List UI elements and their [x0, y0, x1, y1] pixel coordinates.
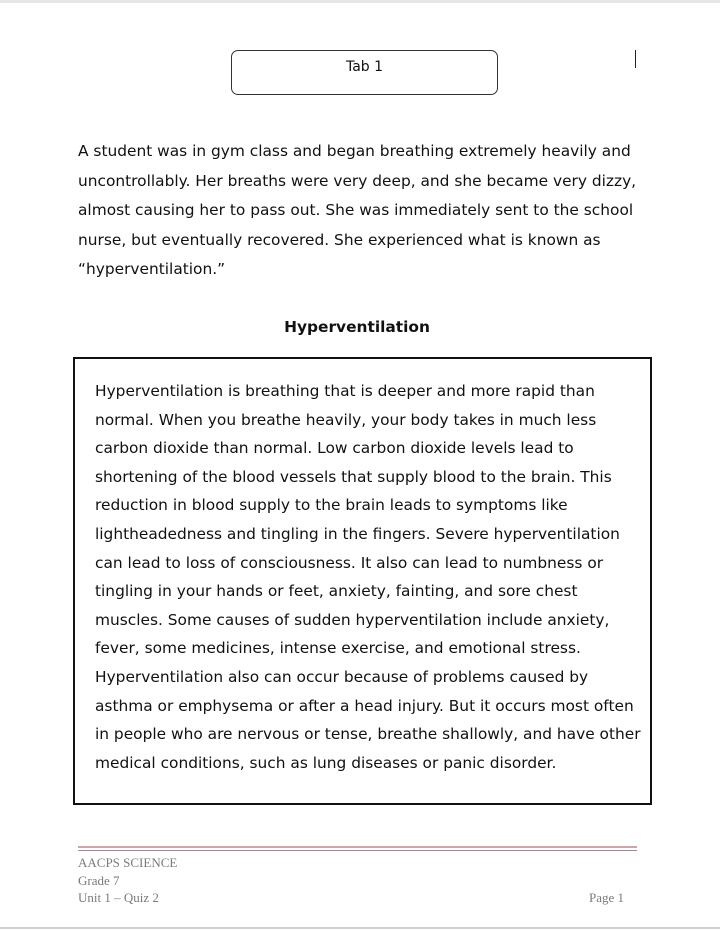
footer-unit: Unit 1 – Quiz 2: [78, 890, 159, 905]
page-bottom-edge: [0, 927, 720, 929]
info-passage-box: [73, 357, 652, 805]
footer-page-number: Page 1: [588, 890, 624, 905]
tab-label-box: [231, 50, 498, 95]
page-top-edge: [0, 0, 720, 3]
text-cursor: [635, 50, 636, 68]
info-passage-text: Hyperventilation is breathing that is deeper and more rapid than normal. When you breathe heavily, your body takes in much less carbon dioxide than normal. Low carbon dioxide levels lead to shortening of the blood vessels that supply blood to the brain. This reduction in blood supply to the brain leads to symptoms like lightheadedness and tingling in the fingers. Severe hyperventilation can lead to loss of consciousness. It also can lead to numbness or tingling in your hands or feet, anxiety, fainting, and sore chest muscles. Some causes of sudden hyperventilation include anxiety, fever, some medicines, intense exercise, and emotional stress. Hyperventilation also can occur because of problems caused by asthma or emphysema or after a head injury. But it occurs most often in people who are nervous or tense, breathe shallowly, and have other medical conditions, such as lung diseases or panic disorder.: [95, 382, 641, 772]
tab-label: Tab 1: [345, 59, 384, 75]
footer-divider: [78, 846, 637, 851]
intro-paragraph: A student was in gym class and began breathing extremely heavily and uncontrollably. Her breaths were very deep, and she became very dizzy, almost causing her to pass out. She was immediately sent to the school nurse, but eventually recovered. She experienced what is known as “hyperventilation.”: [78, 142, 637, 278]
footer-org: AACPS SCIENCE: [78, 855, 178, 870]
footer-grade: Grade 7: [78, 873, 120, 888]
section-title: Hyperventilation: [284, 318, 430, 336]
